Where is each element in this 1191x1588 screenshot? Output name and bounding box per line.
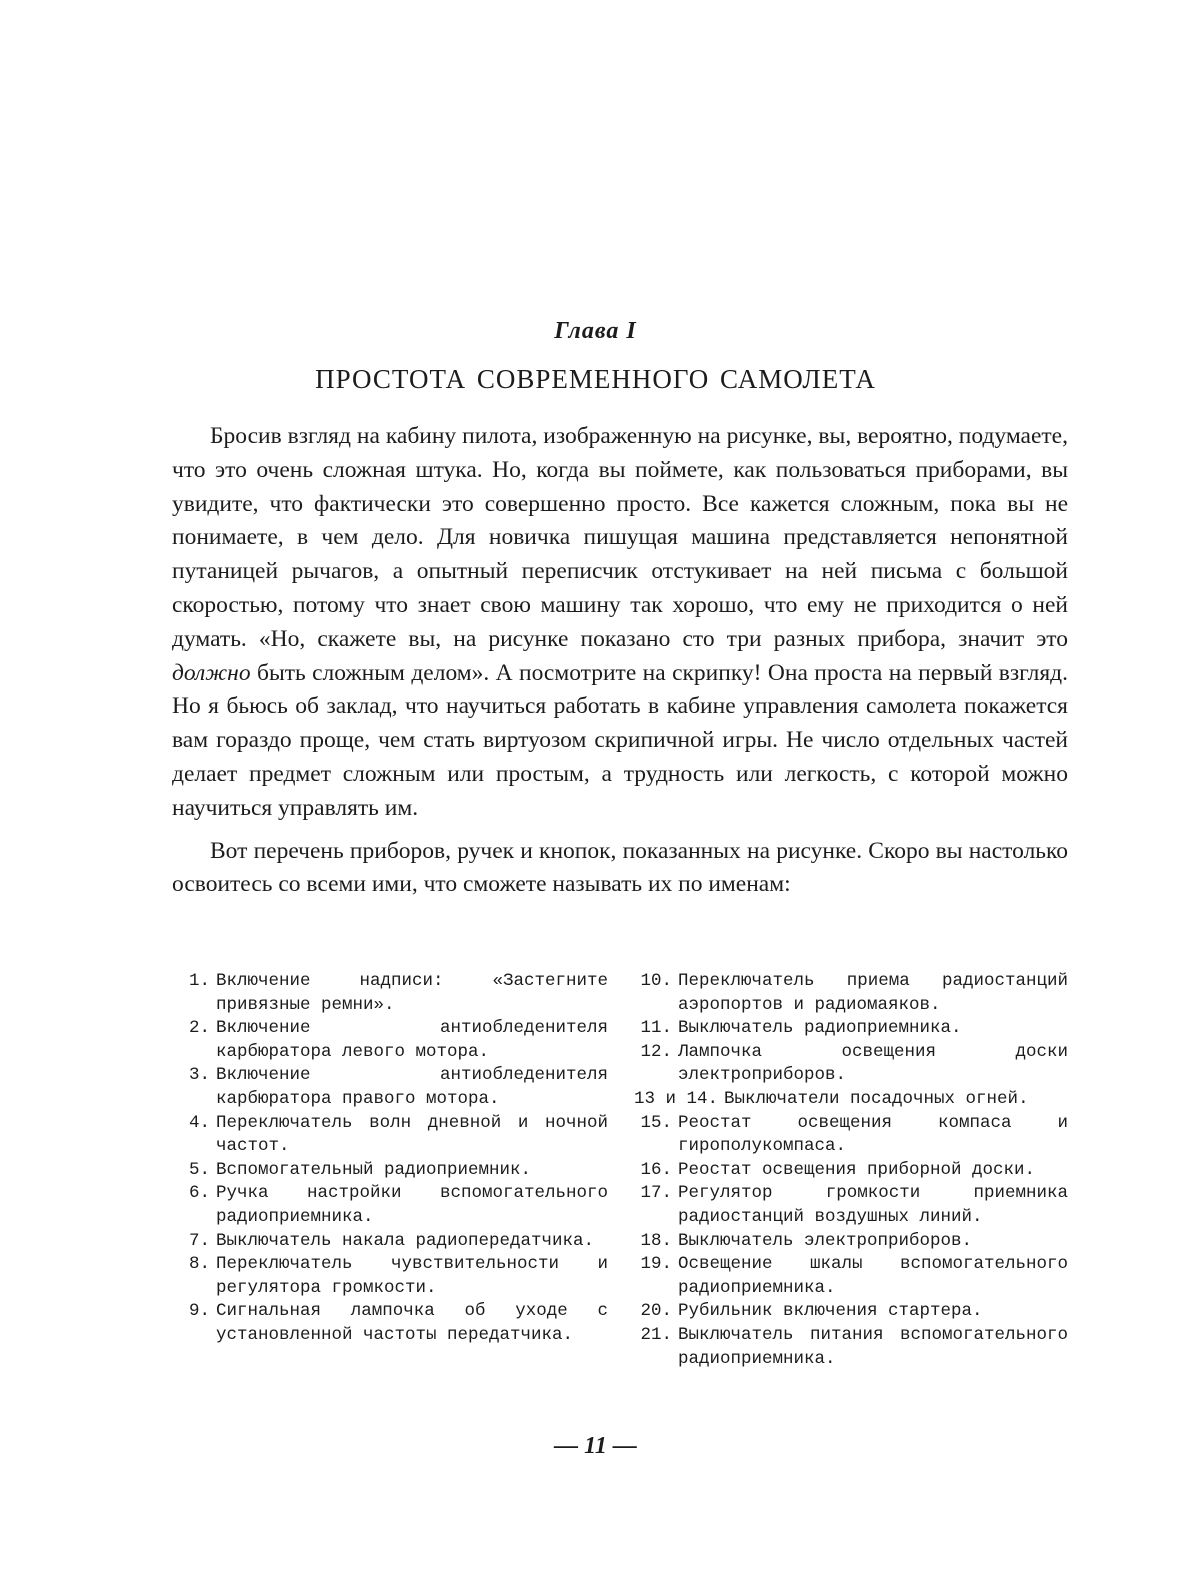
list-item-text: Выключатели посадочных огней. — [724, 1088, 1029, 1109]
list-item-number: 10. — [640, 971, 672, 991]
list-item-text: Переключатель чувствительности и регулятора громкости. — [216, 1254, 608, 1298]
list-item — [634, 1324, 1068, 1371]
list-item — [172, 1159, 608, 1183]
list-item-text: Регулятор громкости приемника радиостанций воздушных линий. — [678, 1183, 1068, 1227]
list-item-number: 7. — [188, 1230, 210, 1251]
list-item-number: 21. — [640, 1324, 672, 1345]
list-item-number: 1. — [188, 971, 210, 991]
list-item-number: 18. — [640, 1230, 672, 1251]
list-item — [634, 970, 1068, 1017]
list-item-text: Реостат освещения приборной доски. — [678, 1159, 1036, 1180]
paragraph-1-emphasis: должно — [172, 659, 251, 686]
list-item-number: 8. — [188, 1254, 210, 1275]
list-item — [634, 1230, 1068, 1254]
list-item — [634, 1253, 1068, 1300]
paragraph-1-end: быть сложным делом». А посмотрите на скрипку! Она проста на первый взгляд. Но я бьюсь об заклад, что научиться работать в кабине управления самолета покажется вам гораздо проще, чем стать виртуозом скрипичной игры. Не число отдельных частей делает предмет сложным или простым, а трудность или легкость, с которой можно научиться управлять им. — [172, 659, 1068, 821]
page-number: — 11 — — [554, 1433, 637, 1459]
list-item-text: Освещение шкалы вспомогательного радиоприемника. — [678, 1254, 1068, 1298]
list-item-number: 9. — [188, 1301, 210, 1322]
list-item-number: 16. — [640, 1159, 672, 1180]
list-item-number: 17. — [640, 1183, 672, 1204]
list-item-text: Переключатель приема радиостанций аэропортов и радиомаяков. — [678, 971, 1068, 1015]
list-item-number: 13 и 14. — [634, 1088, 719, 1109]
list-item — [634, 1041, 1068, 1088]
chapter-title: ПРОСТОТА СОВРЕМЕННОГО САМОЛЕТА — [315, 364, 876, 394]
list-item-number: 15. — [640, 1112, 672, 1133]
list-item — [634, 1159, 1068, 1183]
list-item-text: Выключатель питания вспомогательного радиоприемника. — [678, 1324, 1068, 1369]
body-text — [172, 420, 1068, 902]
list-item-text: Включение надписи: «Застегните привязные ремни». — [216, 971, 608, 1015]
list-item — [634, 1088, 1068, 1112]
list-item-text: Переключатель волн дневной и ночной частот. — [216, 1112, 608, 1157]
list-item-text: Выключатель накала радиопередатчика. — [216, 1230, 595, 1251]
list-item-text: Реостат освещения компаса и гирополукомпаса. — [678, 1112, 1068, 1157]
list-item — [172, 1064, 608, 1111]
list-item-number: 12. — [640, 1041, 672, 1062]
list-item-text: Включение антиобледенителя карбюратора правого мотора. — [216, 1065, 608, 1109]
list-item — [172, 1112, 608, 1159]
list-item-number: 20. — [640, 1301, 672, 1322]
paragraph-2: Вот перечень приборов, ручек и кнопок, показанных на рисунке. Скоро вы настолько освоитесь со всеми ими, что сможете называть их по именам: — [172, 837, 1068, 898]
list-item-text: Выключатель радиоприемника. — [678, 1018, 962, 1039]
list-item — [172, 1253, 608, 1300]
instrument-list-right — [634, 970, 1068, 1371]
list-item-number: 5. — [188, 1159, 210, 1180]
list-item-text: Ручка настройки вспомогательного радиоприемника. — [216, 1183, 608, 1227]
list-item — [634, 1182, 1068, 1229]
list-item — [634, 1017, 1068, 1041]
list-item-text: Вспомогательный радиоприемник. — [216, 1159, 532, 1180]
paragraph-1 — [172, 420, 1068, 826]
list-item — [172, 1182, 608, 1229]
list-item — [172, 1017, 608, 1064]
paragraph-1-start: Бросив взгляд на кабину пилота, изображенную на рисунке, вы, вероятно, подумаете, что это очень сложная штука. Но, когда вы поймете, как пользоваться приборами, вы увидите, что фактически это совершенно просто. Все кажется сложным, пока вы не понимаете, в чем дело. Для новичка пишущая машина представляется непонятной путаницей рычагов, а опытный переписчик отстукивает на ней письма с большой скоростью, потому что знает свою машину так хорошо, что ему не приходится о ней думать. «Но, скажете вы, на рисунке показано сто три разных прибора, значит это — [172, 423, 1068, 652]
list-item — [172, 1300, 608, 1347]
list-item-number: 19. — [640, 1254, 672, 1275]
list-item-number: 11. — [640, 1018, 672, 1039]
list-item-number: 4. — [188, 1112, 210, 1133]
list-item-number: 2. — [188, 1018, 210, 1039]
list-item-text: Включение антиобледенителя карбюратора левого мотора. — [216, 1018, 608, 1062]
list-item — [634, 1112, 1068, 1159]
list-item-text: Сигнальная лампочка об уходе с установленной частоты передатчика. — [216, 1301, 608, 1345]
list-item-text: Выключатель электроприборов. — [678, 1230, 973, 1251]
list-item-text: Рубильник включения стартера. — [678, 1301, 983, 1322]
list-item — [634, 1300, 1068, 1324]
list-item — [172, 970, 608, 1017]
list-item — [172, 1230, 608, 1254]
list-item-text: Лампочка освещения доски электроприборов. — [678, 1041, 1068, 1086]
instrument-list-left — [172, 970, 608, 1348]
chapter-label: Глава I — [554, 318, 637, 344]
list-item-number: 3. — [188, 1065, 210, 1086]
list-item-number: 6. — [188, 1183, 210, 1204]
